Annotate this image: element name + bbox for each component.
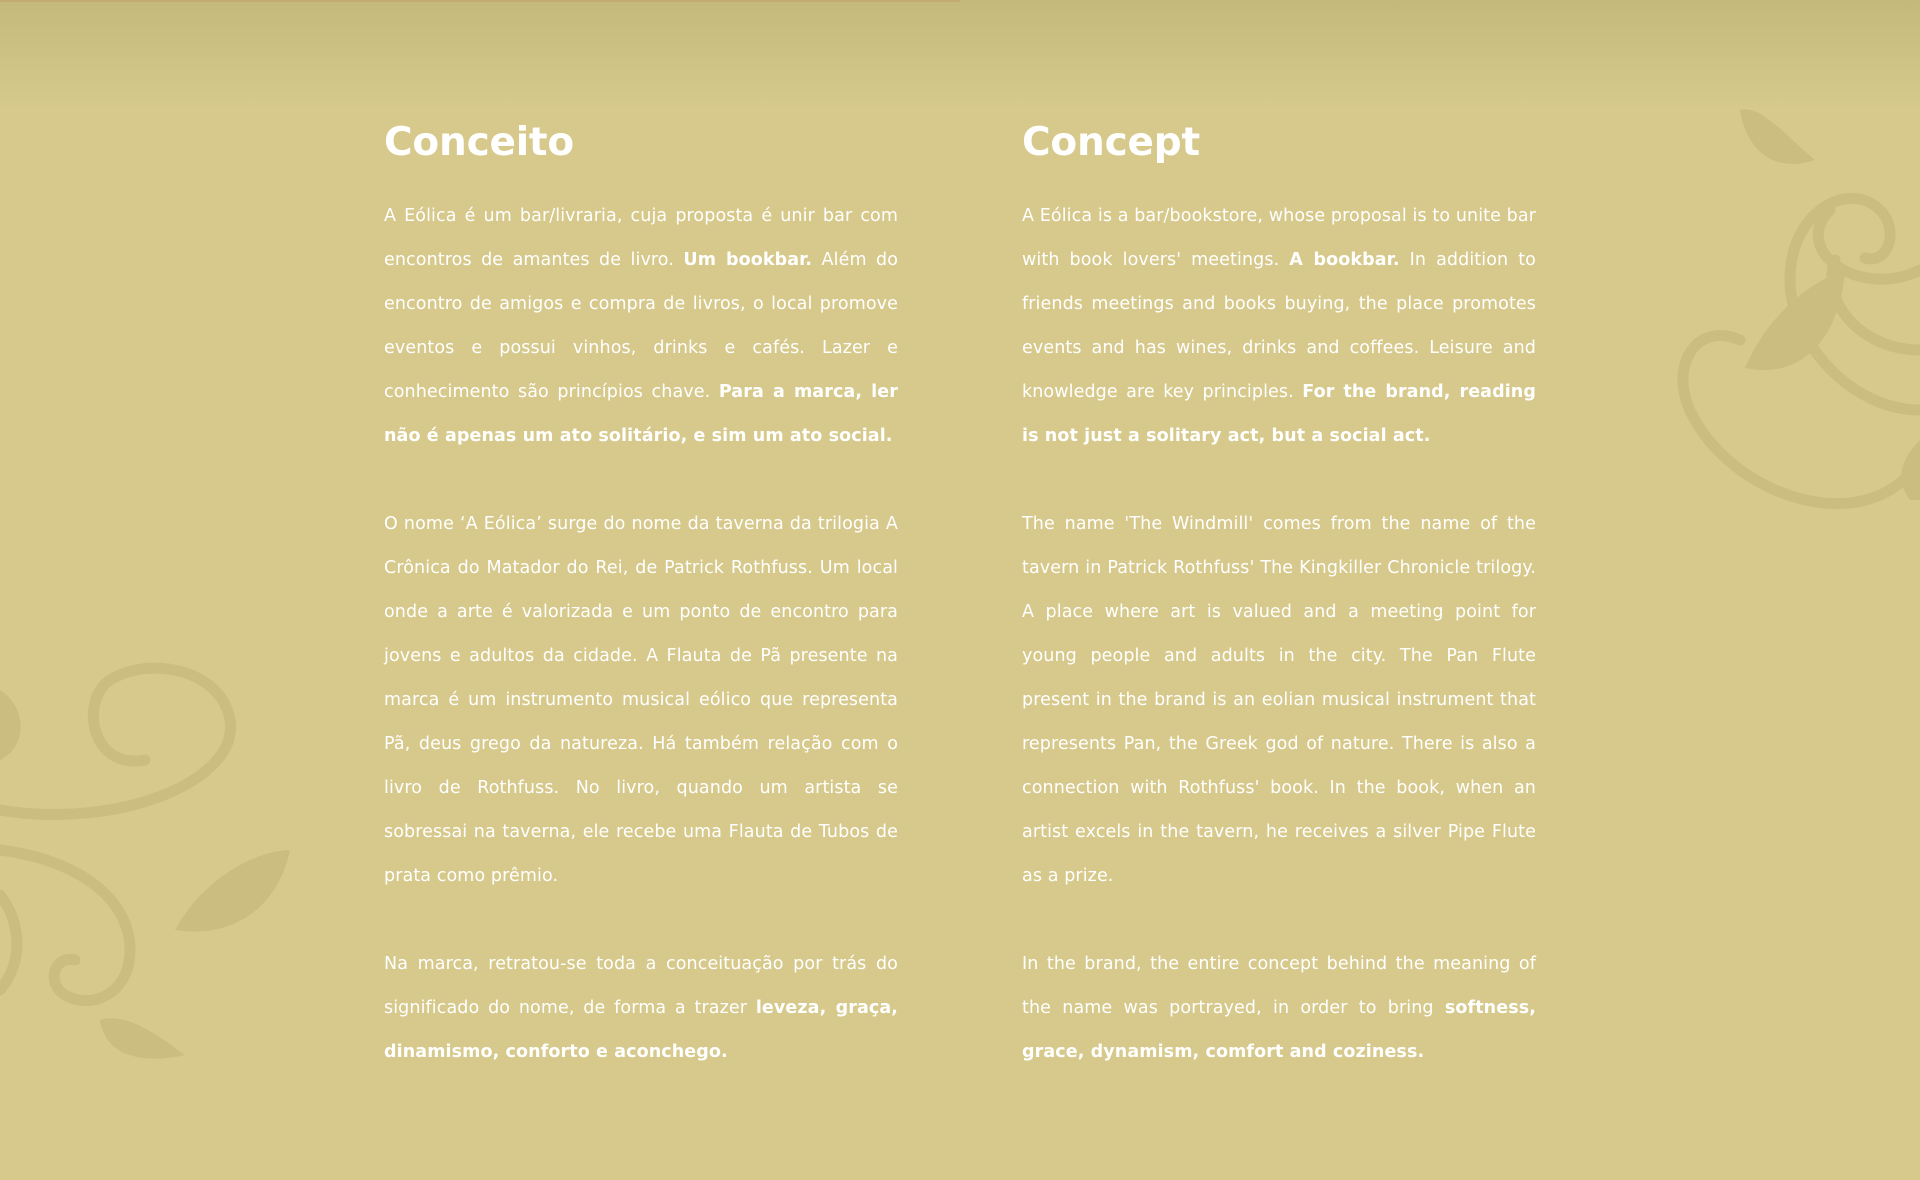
swirl-leaf-ornament-icon [1620,100,1920,530]
top-shade [0,0,1920,110]
english-paragraph-3 [1022,942,1536,1074]
text-segment: A Eólica é um bar/livraria, cuja proposta é unir bar com encontros de amantes de livro. [384,206,898,270]
english-title: Concept [1022,120,1200,165]
portuguese-paragraph-3 [384,942,898,1074]
top-divider-line [0,0,960,2]
english-paragraph-2 [1022,502,1536,898]
text-segment: In addition to friends meetings and books buying, the place promotes events and has wines, drinks and coffees. Leisure and knowledge are key principles. [1022,250,1536,402]
bold-text-segment: A bookbar. [1289,250,1400,270]
english-paragraph-1 [1022,194,1536,458]
portuguese-title: Conceito [384,120,574,165]
english-column [1022,118,1536,1118]
text-segment: The name 'The Windmill' comes from the name of the tavern in Patrick Rothfuss' The Kingkiller Chronicle trilogy. A place where art is valued and a meeting point for young people and adults in the city. The Pan Flute present in the brand is an eolian musical instrument that represents Pan, the Greek god of nature. There is also a connection with Rothfuss' book. In the book, when an artist excels in the tavern, he receives a silver Pipe Flute as a prize. [1022,514,1536,886]
portuguese-paragraph-2 [384,502,898,898]
bold-text-segment: softness, grace, dynamism, comfort and coziness. [1022,998,1536,1062]
text-segment: Além do encontro de amigos e compra de livros, o local promove eventos e possui vinhos, drinks e cafés. Lazer e conhecimento são princípios chave. [384,250,899,402]
text-segment: Na marca, retratou-se toda a conceituação por trás do significado do nome, de forma a trazer [384,954,898,1018]
bold-text-segment: For the brand, reading is not just a solitary act, but a social act. [1022,382,1536,446]
text-segment: In the brand, the entire concept behind the meaning of the name was portrayed, in order to bring [1022,954,1536,1018]
bold-text-segment: leveza, graça, dinamismo, conforto e aconchego. [384,998,899,1062]
swirl-leaf-ornament-icon [0,660,300,1080]
text-segment: O nome ‘A Eólica’ surge do nome da taverna da trilogia A Crônica do Matador do Rei, de Patrick Rothfuss. Um local onde a arte é valorizada e um ponto de encontro para jovens e adultos da cidade. A Flauta de Pã presente na marca é um instrumento musical eólico que representa Pã, deus grego da natureza. Há também relação com o livro de Rothfuss. No livro, quando um artista se sobressai na taverna, ele recebe uma Flauta de Tubos de prata como prêmio. [384,514,898,886]
portuguese-column [384,118,898,1118]
portuguese-paragraph-1 [384,194,898,458]
bold-text-segment: Um bookbar. [683,250,813,270]
bold-text-segment: Para a marca, ler não é apenas um ato solitário, e sim um ato social. [384,382,898,446]
text-segment: A Eólica is a bar/bookstore, whose proposal is to unite bar with book lovers' meetings. [1022,206,1536,270]
